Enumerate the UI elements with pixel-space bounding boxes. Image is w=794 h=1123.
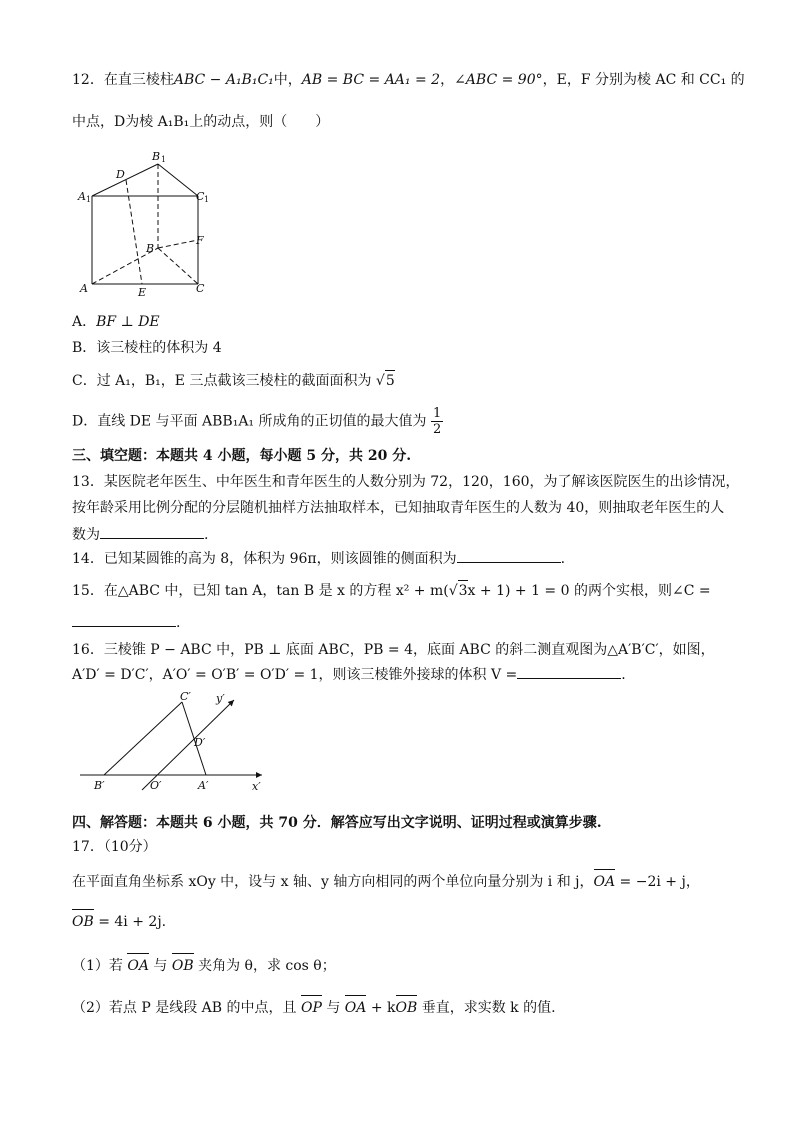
- section-4-title: 四、解答题：本题共 6 小题，共 70 分．解答应写出文字说明、证明过程或演算步骤.: [72, 815, 602, 831]
- q14-line-1: 14．已知某圆锥的高为 8，体积为 96π，则该圆锥的侧面积为 .: [72, 548, 565, 569]
- q16-oblique-figure: [76, 692, 276, 796]
- q17-line-2: OB = 4i + 2j.: [72, 914, 167, 930]
- q17-part-2: （2）若点 P 是线段 AB 的中点，且 OP 与 OA + kOB 垂直，求实数 k 的值.: [72, 1000, 556, 1016]
- answer-blank[interactable]: [457, 548, 561, 563]
- q16-line-1: 16．三棱锥 P − ABC 中，PB ⊥ 底面 ABC，PB = 4，底面 ABC 的斜二测直观图为△A′B′C′，如图，: [72, 642, 715, 658]
- answer-blank[interactable]: [517, 664, 621, 679]
- q12-line-2: 中点，D为棱 A₁B₁上的动点，则（ ）: [72, 114, 330, 130]
- svg-text:1: 1: [86, 195, 92, 204]
- q16-line-2: A′D′ = D′C′，A′O′ = O′B′ = O′D′ = 1，则该三棱锥外接球的体积 V = .: [72, 664, 626, 685]
- vector-OB: OB: [72, 914, 94, 930]
- q12-option-d: D．直线 DE 与平面 ABB₁A₁ 所成角的正切值的最大值为 $\frac{1}{2}$: [72, 406, 442, 437]
- label-E: E: [138, 286, 147, 299]
- q12-prism-figure: [76, 148, 216, 300]
- label-D-prime: D′: [194, 736, 206, 749]
- question-number: 12．: [72, 72, 104, 88]
- label-O-prime: O′: [150, 779, 162, 792]
- label-C: C: [196, 282, 205, 295]
- label-B-prime: B′: [94, 779, 105, 792]
- q12-option-a: A．BF ⊥ DE: [72, 314, 160, 330]
- label-C-prime: C′: [180, 692, 191, 703]
- label-A-prime: A′: [198, 779, 209, 792]
- q17-header: 17．（10分）: [72, 839, 157, 855]
- svg-text:1: 1: [161, 155, 167, 164]
- q13-line-1: 13．某医院老年医生、中年医生和青年医生的人数分别为 72，120，160，为了解该医院医生的出诊情况，: [72, 474, 740, 490]
- q12-option-c: C．过 A₁，B₁，E 三点截该三棱柱的截面面积为 √5: [72, 370, 395, 391]
- label-D: D: [116, 168, 125, 181]
- q15-line-2: .: [72, 612, 180, 633]
- svg-text:1: 1: [204, 195, 210, 204]
- label-y-prime: y′: [216, 692, 225, 705]
- q17-line-1: 在平面直角坐标系 xOy 中，设与 x 轴、y 轴方向相同的两个单位向量分别为 i 和 j，OA = −2i + j，: [72, 874, 700, 890]
- q13-line-3: 数为 .: [72, 524, 208, 545]
- q15-line-1: 15．在△ABC 中，已知 tan A，tan B 是 x 的方程 x² + m(√3x + 1) + 1 = 0 的两个实根，则∠C =: [72, 580, 711, 601]
- vector-OA: OA: [593, 874, 616, 890]
- answer-blank[interactable]: [100, 524, 204, 539]
- q17-part-1: （1）若 OA 与 OB 夹角为 θ，求 cos θ；: [72, 958, 336, 974]
- section-3-title: 三、填空题：本题共 4 小题，每小题 5 分，共 20 分.: [72, 448, 412, 464]
- label-x-prime: x′: [252, 780, 261, 793]
- q12-option-b: B．该三棱柱的体积为 4: [72, 340, 222, 356]
- label-B1: B: [152, 150, 161, 163]
- label-A: A: [80, 282, 88, 295]
- fraction-one-half: $\frac{1}{2}$: [432, 406, 442, 437]
- label-F: F: [196, 234, 204, 247]
- q12-line-1: 12．在直三棱柱ABC − A₁B₁C₁中，AB = BC = AA₁ = 2，∠ABC = 90°，E，F 分别为棱 AC 和 CC₁ 的: [72, 72, 745, 88]
- answer-blank[interactable]: [72, 612, 176, 627]
- q13-line-2: 按年龄采用比例分配的分层随机抽样方法抽取样本，已知抽取青年医生的人数为 40，则抽取老年医生的人: [72, 500, 725, 516]
- label-B: B: [146, 242, 155, 255]
- vector-OP: OP: [300, 1000, 322, 1016]
- label-A1: A: [78, 190, 86, 203]
- label-C1: C: [196, 190, 205, 203]
